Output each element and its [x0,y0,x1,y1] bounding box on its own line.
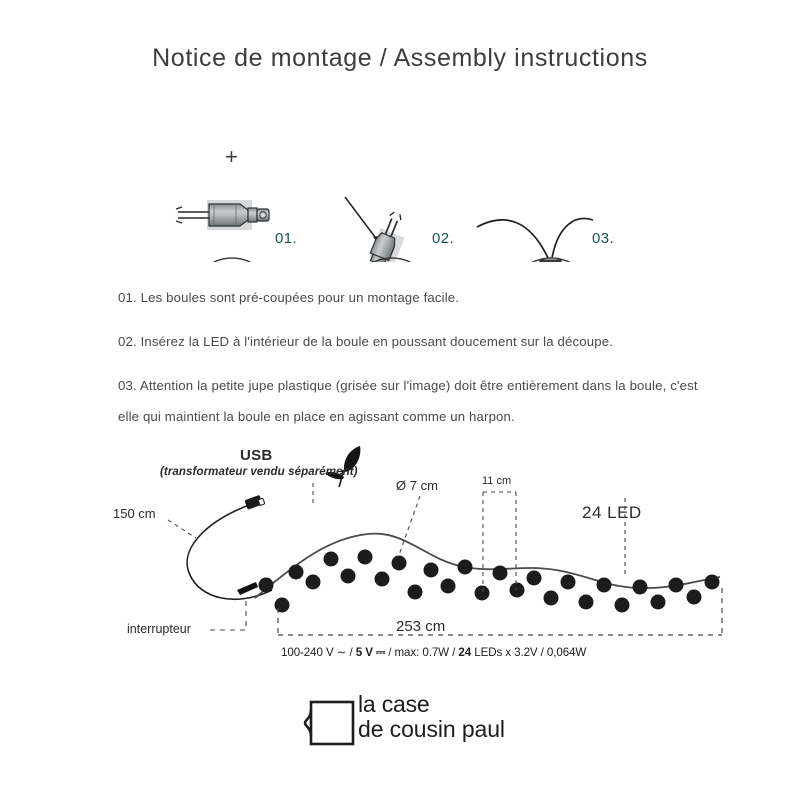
led-ball [275,598,290,613]
led-ball [306,575,321,590]
led-ball [561,575,576,590]
usb-label: USB [240,447,273,464]
step-number-03: 03. [592,230,615,247]
led-count-label: 24 LED [582,503,642,522]
total-length-label: 253 cm [396,618,446,635]
switch-label: interrupteur [127,622,191,636]
led-balls-group [259,550,720,613]
spec-input-voltage: 100-240 V [281,646,334,659]
dc-symbol-icon: ⎓ [375,646,386,659]
page-title: Notice de montage / Assembly instructions [152,44,648,72]
led-ball [633,580,648,595]
cable-length-label: 150 cm [113,506,156,521]
step3-led-connector-icon [539,260,562,262]
step-number-02: 02. [432,230,455,247]
electrical-specs: 100-240 V ∼ / 5 V ⎓ / max: 0.7W / 24 LEDs x 3.2V / 0,064W [281,646,587,659]
step-diagrams [0,92,800,262]
ac-symbol-icon: ∼ [336,646,347,659]
instructions-list [118,282,698,445]
brand-line-2: de cousin paul [358,716,505,742]
spec-max-power: max: 0.7W [394,646,450,659]
led-ball [475,586,490,601]
led-ball [289,565,304,580]
led-ball [458,560,473,575]
la-case-square-icon [300,696,360,756]
brand-name [358,692,505,742]
spec-led-qty: 24 [458,646,472,659]
led-ball [651,595,666,610]
led-ball [392,556,407,571]
instruction-item-01: 01. Les boules sont pré-coupées pour un montage facile. [118,290,460,305]
brand-line-1: la case [358,691,430,717]
led-ball [705,575,720,590]
garland-svg [0,430,800,680]
garland-diagram [0,430,800,680]
led-ball [341,569,356,584]
led-ball [510,583,525,598]
brand-logo [300,691,520,756]
led-ball [615,598,630,613]
cable-length-leader [168,520,196,538]
step-number-01: 01. [275,230,298,247]
led-ball [358,550,373,565]
led-ball [259,578,274,593]
led-ball [324,552,339,567]
step1-ball-icon [190,258,274,262]
led-ball [441,579,456,594]
led-ball [527,571,542,586]
usb-plug-icon [245,496,265,510]
step3-wires-icon [477,219,593,258]
switch-leader-line [210,598,246,630]
spec-led-detail: LEDs x 3.2V / 0,064W [474,646,587,659]
ball-diameter-label: Ø 7 cm [396,478,438,493]
usb-sublabel: (transformateur vendu séparément) [160,466,358,478]
led-ball [669,578,684,593]
led-ball [375,572,390,587]
step1-led-connector-icon [176,200,269,230]
ball-spacing-label: 11 cm [482,475,512,487]
led-ball [408,585,423,600]
switch-icon [237,582,258,595]
led-ball [687,590,702,605]
instruction-item-03: 03. Attention la petite jupe plastique (grisée sur l'image) doit être entièrement dans la boule, c'est elle qui maintient la boule en place en agissant comme un harpon. [118,378,698,424]
led-ball [544,591,559,606]
spec-output-voltage: 5 V [355,646,373,659]
instruction-item-02: 02. Insérez la LED à l'intérieur de la boule en poussant doucement sur la découpe. [118,334,614,349]
led-ball [597,578,612,593]
led-ball [424,563,439,578]
step-diagrams-svg [0,92,800,262]
plus-symbol: + [225,144,238,169]
led-ball [493,566,508,581]
led-ball [579,595,594,610]
